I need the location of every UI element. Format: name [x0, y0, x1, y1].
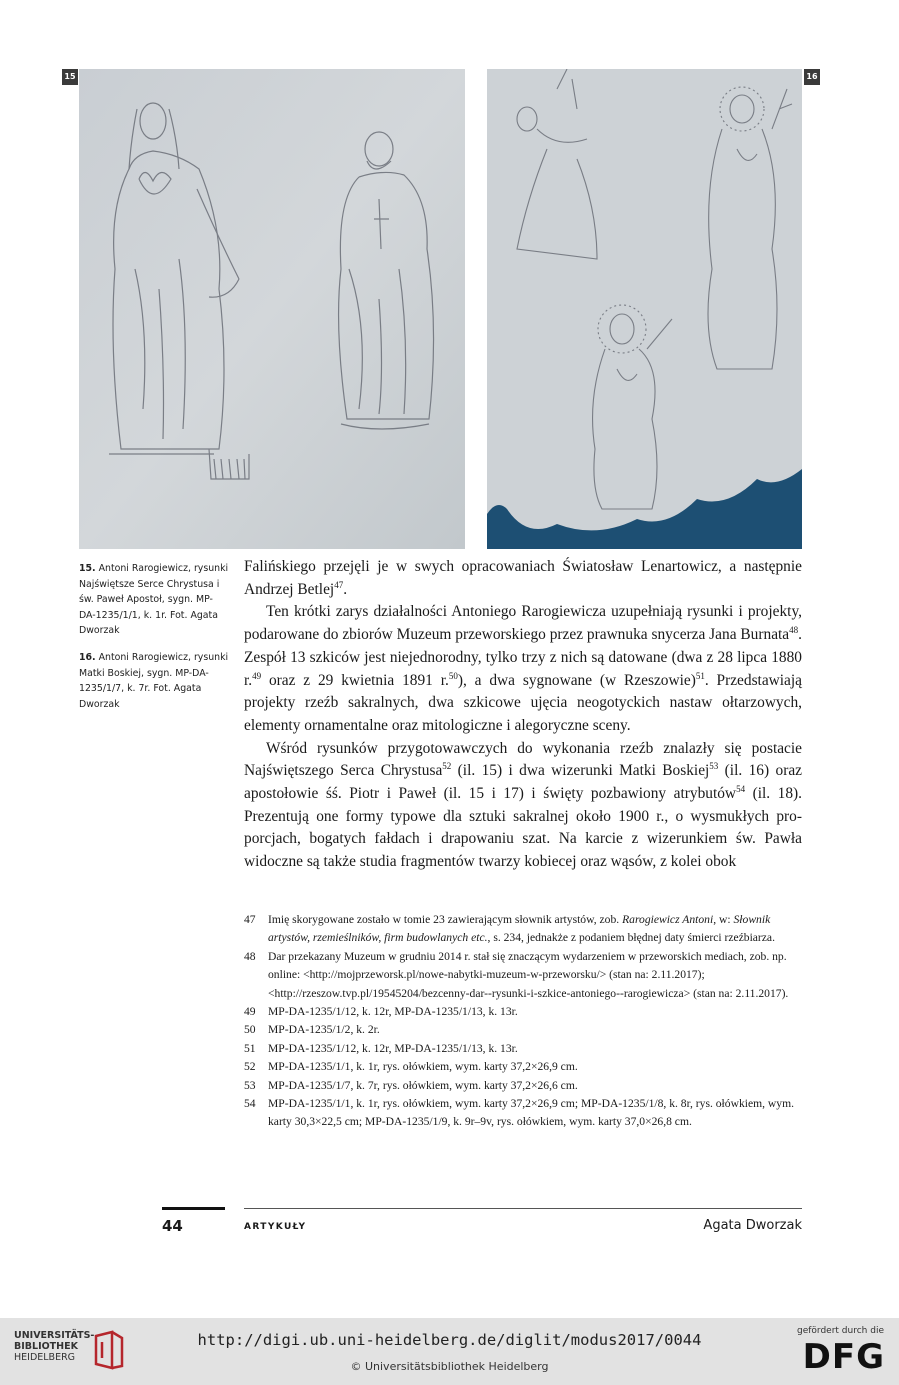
footnote-49: 49 MP-DA-1235/1/12, k. 12r, MP-DA-1235/1/13, k. 13r. [244, 1005, 518, 1019]
footnote-ref[interactable]: 53 [709, 761, 719, 772]
copyright-notice: © Universitätsbibliothek Heidelberg [350, 1360, 549, 1373]
footnote-47: 47 Imię skorygowane zostało w tomie 23 zawierającym słownik artystów, zob. Rarogiewicz Antoni, w: Słownik artystów, rzemieślników, firm budowlanych etc., s. 234, jednakże z podaniem błędnej daty śmierci rzeźbiarza. [244, 913, 775, 945]
footnote-ref[interactable]: 47 [334, 579, 344, 590]
footnote-53: 53 MP-DA-1235/1/7, k. 7r, rys. ołówkiem, wym. karty 37,2×26,6 cm. [244, 1078, 578, 1092]
library-footer-bar [0, 1318, 899, 1385]
figure-16-badge: 16 [804, 69, 820, 85]
footnote-54: 54 MP-DA-1235/1/1, k. 1r, rys. ołówkiem, wym. karty 37,2×26,9 cm; MP-DA-1235/1/8, k. 8r, rys. ołówkiem, wym. karty 30,3×22,5 cm; MP-DA-1235/1/9, k. 9r–9v, rys. ołówkiem, wym. karty 37,0×26,8 cm. [244, 1097, 795, 1129]
caption-16 [79, 650, 229, 712]
footnote-ref[interactable]: 49 [252, 670, 262, 681]
caption-15 [79, 561, 229, 639]
footnote-51: 51 MP-DA-1235/1/12, k. 12r, MP-DA-1235/1/13, k. 13r. [244, 1041, 518, 1055]
dfg-logo[interactable]: DFG [802, 1337, 885, 1377]
caption-16-number: 16. [79, 651, 96, 663]
paragraph-2: Ten krótki zarys działalności Antoniego Rarogiewicza uzupełniają rysunki i projekty, podarowane do zbiorów Muzeum przeworskiego przez prawnuka snycerza Jana Burnata$^{48}$. Zespół 13 szkiców jest niejednorodny, tylko trzy z nich są datowane (dwa z 28 lipca 1880 r.$^{49}$ oraz z 29 kwietnia 1891 r.$^{50}$), a dwa sygnowane (w Rzeszowie)$^{51}$. Przedstawiają projekty rzeźb sakralnych, dwa szkicowe ujęcia neogotyckich nastaw ołtarzowych, elementy ornamentalne oraz mitologiczne i alegoryczne sceny. [244, 603, 802, 734]
permalink-url[interactable]: http://digi.ub.uni-heidelberg.de/diglit/modus2017/0044 [197, 1331, 702, 1349]
footnote-50: 50 MP-DA-1235/1/2, k. 2r. [244, 1023, 380, 1037]
footnote-ref[interactable]: 52 [442, 761, 452, 772]
footnote-52: 52 MP-DA-1235/1/1, k. 1r, rys. ołówkiem, wym. karty 37,2×26,9 cm. [244, 1060, 578, 1074]
caption-15-number: 15. [79, 563, 96, 574]
section-label: ARTYKUŁY [244, 1222, 307, 1232]
paragraph-1: Falińskiego przejęli je w swych opracowaniach Światosław Lenartowicz, a następnie Andrzej Betlej$^{47}$. [244, 558, 802, 598]
footnote-ref[interactable]: 50 [448, 670, 458, 681]
page-number: 44 [162, 1217, 183, 1235]
footnote-ref[interactable]: 48 [789, 625, 799, 636]
university-library-logo[interactable]: UNIVERSITÄTS- BIBLIOTHEK HEIDELBERG [14, 1330, 95, 1363]
figure-15-drawing-photo [79, 69, 465, 549]
paragraph-3: Wśród rysunków przygotowawczych do wykonania rzeźb znalazły się postacie Najświętszego Serca Chrystusa$^{52}$ (il. 15) i dwa wizerunki Matki Boskiej$^{53}$ (il. 16) oraz apostołowie śś. Piotr i Paweł (il. 15 i 17) i święty pozbawiony atrybutów$^{54}$ (il. 18). Prezentują one formy typowe dla sztuki sakralnej około 1900 r., o wysmukłych proporcjach, bogatych fałdach i drapowaniu szat. Na karcie z wizerunkiem św. Pawła widoczne są także studia fragmentów twarzy kobiecej oraz wąsów, z kolei obok [244, 739, 802, 871]
caption-15-text: Antoni Rarogiewicz, rysunki Najświętsze Serce Chrystusa i św. Paweł Apostoł, sygn. MP-DA-1235/1/1, k. 1r. Fot. Agata Dworzak [79, 563, 229, 637]
figure-captions [79, 561, 229, 723]
footnote-ref[interactable]: 51 [695, 670, 705, 681]
caption-16-text: Antoni Rarogiewicz, rysunki Matki Boskiej, sygn. MP-DA-1235/1/7, k. 7r. Fot. Agata Dworzak [79, 651, 229, 710]
figure-15-badge: 15 [62, 69, 78, 85]
footnote-ref[interactable]: 54 [736, 784, 746, 795]
footnote-48: 48 Dar przekazany Muzeum w grudniu 2014 r. stał się znaczącym wydarzeniem w przeworskich mediach, zob. np. online: <http://mojprzeworsk.pl/nowe-nabytki-muzeum-w-przeworsku/> (stan na: 2.11.2017); <http://rzeszow.tvp.pl/19545204/bezcenny-dar--rysunki-i-szkice-antoniego--rarogiewicza> (stan na: 2.11.2017). [244, 949, 789, 1000]
footnotes [244, 911, 802, 1132]
footer-rule [244, 1208, 802, 1209]
article-body [244, 556, 802, 874]
funded-by-label: gefördert durch die [797, 1326, 884, 1336]
footer-thick-rule [162, 1207, 225, 1210]
figure-16-drawing-photo [487, 69, 802, 549]
running-author: Agata Dworzak [703, 1218, 802, 1233]
